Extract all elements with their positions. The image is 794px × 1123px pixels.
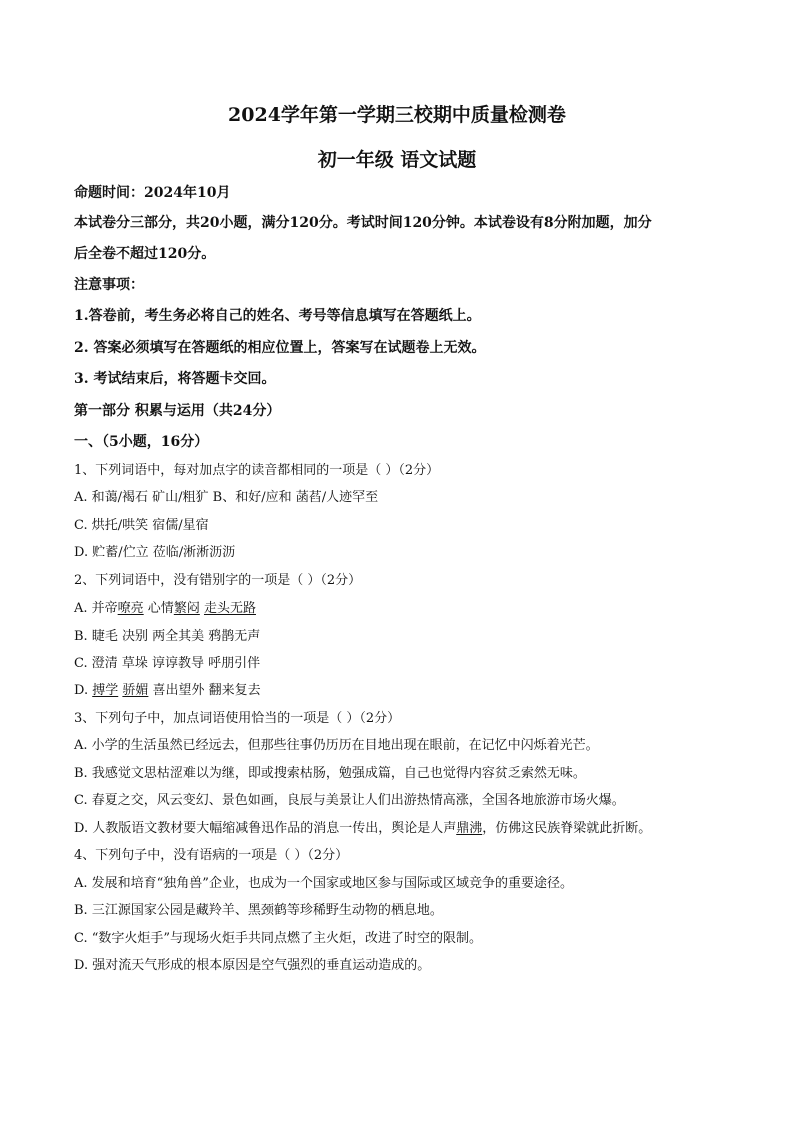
intro-line-1: 本试卷分三部分，共20小题，满分120分。考试时间120分钟。本试卷设有8分附加题，加分 <box>74 215 652 231</box>
question-2-option-b: B. 睫毛 决别 两全其美 鸦鹊无声 <box>74 629 261 644</box>
option-text: A. 并帝 <box>74 601 118 616</box>
exam-subtitle: 初一年级 语文试题 <box>317 149 477 171</box>
section-heading: 一、（5小题，16分） <box>74 434 209 450</box>
question-2-option-a <box>74 600 724 618</box>
question-4-option-b: B. 三江源国家公园是藏羚羊、黑颈鹤等珍稀野生动物的栖息地。 <box>74 903 443 918</box>
question-3-option-b: B. 我感觉文思枯涩难以为继，即或搜索枯肠，勉强成篇，自己也觉得内容贫乏索然无味。 <box>74 766 586 781</box>
notice-heading: 注意事项： <box>74 277 144 293</box>
question-2-option-c: C. 澄清 草垛 谆谆教导 呼朋引伴 <box>74 656 261 671</box>
underlined-word: 搏学 <box>92 683 119 698</box>
option-text: D. <box>74 683 93 698</box>
option-text: 心情 <box>143 601 174 616</box>
question-3-stem: 3、下列句子中，加点词语使用恰当的一项是（ ）（2分） <box>74 711 401 726</box>
question-4-option-c: C. “数字火炬手”与现场火炬手共同点燃了主火炬，改进了时空的限制。 <box>74 931 483 946</box>
underlined-word: 繁闷 <box>173 601 200 616</box>
question-3-option-a: A. 小学的生活虽然已经远去，但那些往事仍历历在目地出现在眼前，在记忆中闪烁着光芒。 <box>74 738 599 753</box>
exam-title: 2024学年第一学期三校期中质量检测卷 <box>228 104 566 126</box>
question-4-option-a: A. 发展和培育“独角兽”企业，也成为一个国家或地区参与国际或区域竞争的重要途径。 <box>74 876 573 891</box>
exam-date: 命题时间：2024年10月 <box>74 185 231 201</box>
option-text: D. 人教版语文教材要大幅缩减鲁迅作品的消息一传出，舆论是人声 <box>74 821 457 836</box>
underlined-word: 嘹亮 <box>117 601 144 616</box>
question-3-option-c: C. 春夏之交，风云变幻、景色如画，良辰与美景让人们出游热情高涨，全国各地旅游市场火爆。 <box>74 793 625 808</box>
question-1-stem: 1、下列词语中，每对加点字的读音都相同的一项是（ ）（2分） <box>74 463 440 478</box>
question-1-option-a: A. 和蔼/褐石 矿山/粗犷 B、和好/应和 菡萏/人迹罕至 <box>74 490 379 505</box>
intro-line-2: 后全卷不超过120分。 <box>74 246 216 262</box>
option-text: ，仿佛这民族脊梁就此折断。 <box>482 821 652 836</box>
question-2-option-d <box>74 682 724 700</box>
part-heading: 第一部分 积累与运用（共24分） <box>74 403 281 419</box>
question-1-option-d: D. 贮蓄/伫立 莅临/淅淅沥沥 <box>74 545 236 560</box>
question-2-stem: 2、下列词语中，没有错别字的一项是（ ）（2分） <box>74 573 362 588</box>
underlined-word: 走头无路 <box>203 601 256 616</box>
question-4-stem: 4、下列句子中，没有语病的一项是（ ）（2分） <box>74 848 349 863</box>
underlined-word: 骄媚 <box>122 683 149 698</box>
notice-item: 2. 答案必须填写在答题纸的相应位置上，答案写在试题卷上无效。 <box>74 340 486 356</box>
underlined-word: 鼎沸 <box>456 821 483 836</box>
notice-item: 1.答卷前，考生务必将自己的姓名、考号等信息填写在答题纸上。 <box>74 308 481 324</box>
question-1-option-c: C. 烘托/哄笑 宿儒/星宿 <box>74 518 209 533</box>
notice-item: 3. 考试结束后，将答题卡交回。 <box>74 371 276 387</box>
question-4-option-d: D. 强对流天气形成的根本原因是空气强烈的垂直运动造成的。 <box>74 958 431 973</box>
question-3-option-d <box>74 820 724 838</box>
option-text: 喜出望外 翻来复去 <box>148 683 261 698</box>
